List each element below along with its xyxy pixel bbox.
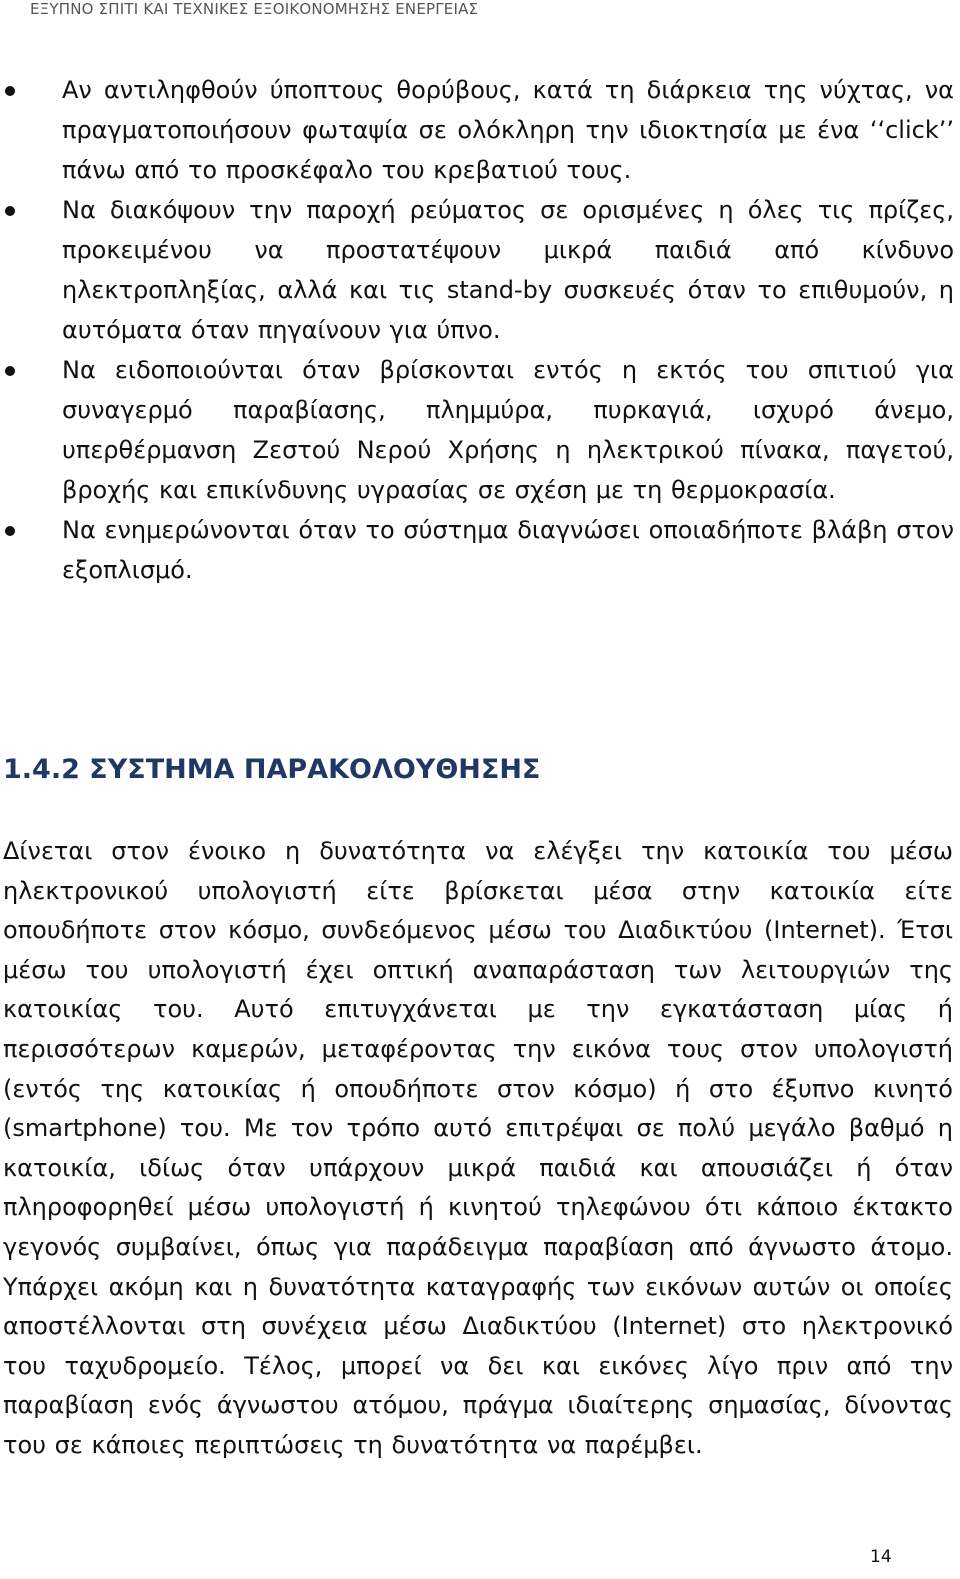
bullet-dot-icon <box>5 86 15 96</box>
bullet-list <box>0 70 960 590</box>
body-paragraph: Δίνεται στον ένοικο η δυνατότητα να ελέγξει την κατοικία του μέσω ηλεκτρονικού υπολογιστή είτε βρίσκεται μέσα στην κατοικία είτε οπουδήποτε στον κόσμο, συνδεόμενος μέσω του Διαδικτύου (Internet). Έτσι μέσω του υπολογιστή έχει οπτική αναπαράσταση των λειτουργιών της κατοικίας του. Αυτό επιτυγχάνεται με την εγκατάσταση μίας ή περισσότερων καμερών, μεταφέροντας την εικόνα τους στον υπολογιστή (εντός της κατοικίας ή οπουδήποτε στον κόσμο) ή στο έξυπνο κινητό (smartphone) του. Με τον τρόπο αυτό επιτρέψαι σε πολύ μεγάλο βαθμό η κατοικία, ιδίως όταν υπάρχουν μικρά παιδιά και απουσιάζει ή όταν πληροφορηθεί μέσω υπολογιστή ή κινητού τηλεφώνου ότι κάποιο έκτακτο γεγονός συμβαίνει, όπως για παράδειγμα παραβίαση από άγνωστο άτομο. Υπάρχει ακόμη και η δυνατότητα καταγραφής των εικόνων αυτών οι οποίες αποστέλλονται στη συνέχεια μέσω Διαδικτύου (Internet) στο ηλεκτρονικό του ταχυδρομείο. Τέλος, μπορεί να δει και εικόνες λίγο πριν από την παραβίαση ενός άγνωστου ατόμου, πράγμα ιδιαίτερης σημασίας, δίνοντας του σε κάποιες περιπτώσεις τη δυνατότητα να παρέμβει. <box>3 837 953 1459</box>
bullet-item <box>0 510 960 590</box>
bullet-dot-icon <box>5 206 15 216</box>
bullet-item <box>0 190 960 350</box>
bullet-text: Να ενημερώνονται όταν το σύστημα διαγνώσει οποιαδήποτε βλάβη στον εξοπλισμό. <box>62 516 954 584</box>
bullet-text: Αν αντιληφθούν ύποπτους θορύβους, κατά τη διάρκεια της νύχτας, να πραγματοποιήσουν φωταψία σε ολόκληρη την ιδιοκτησία με ένα ‘‘click’’ πάνω από το προσκέφαλο του κρεβατιού τους. <box>62 76 954 184</box>
bullet-dot-icon <box>5 366 15 376</box>
section-heading: 1.4.2 ΣΥΣΤΗΜΑ ΠΑΡΑΚΟΛΟΥΘΗΣΗΣ <box>3 754 541 785</box>
bullet-item <box>0 350 960 510</box>
bullet-text: Να ειδοποιούνται όταν βρίσκονται εντός η εκτός του σπιτιού για συναγερμό παραβίασης, πλημμύρα, πυρκαγιά, ισχυρό άνεμο, υπερθέρμανση Ζεστού Νερού Χρήσης η ηλεκτρικού πίνακα, παγετού, βροχής και επικίνδυνης υγρασίας σε σχέση με τη θερμοκρασία. <box>62 356 954 504</box>
bullet-item <box>0 70 960 190</box>
running-header-title: ΕΞΥΠΝΟ ΣΠΙΤΙ ΚΑΙ ΤΕΧΝΙΚΕΣ ΕΞΟΙΚΟΝΟΜΗΣΗΣ ΕΝΕΡΓΕΙΑΣ <box>30 0 479 18</box>
bullet-dot-icon <box>5 526 15 536</box>
bullet-text: Να διακόψουν την παροχή ρεύματος σε ορισμένες η όλες τις πρίζες, προκειμένου να προστατέψουν μικρά παιδιά από κίνδυνο ηλεκτροπληξίας, αλλά και τις stand-by συσκευές όταν το επιθυμούν, η αυτόματα όταν πηγαίνουν για ύπνο. <box>62 196 954 344</box>
page-number: 14 <box>870 1547 892 1567</box>
